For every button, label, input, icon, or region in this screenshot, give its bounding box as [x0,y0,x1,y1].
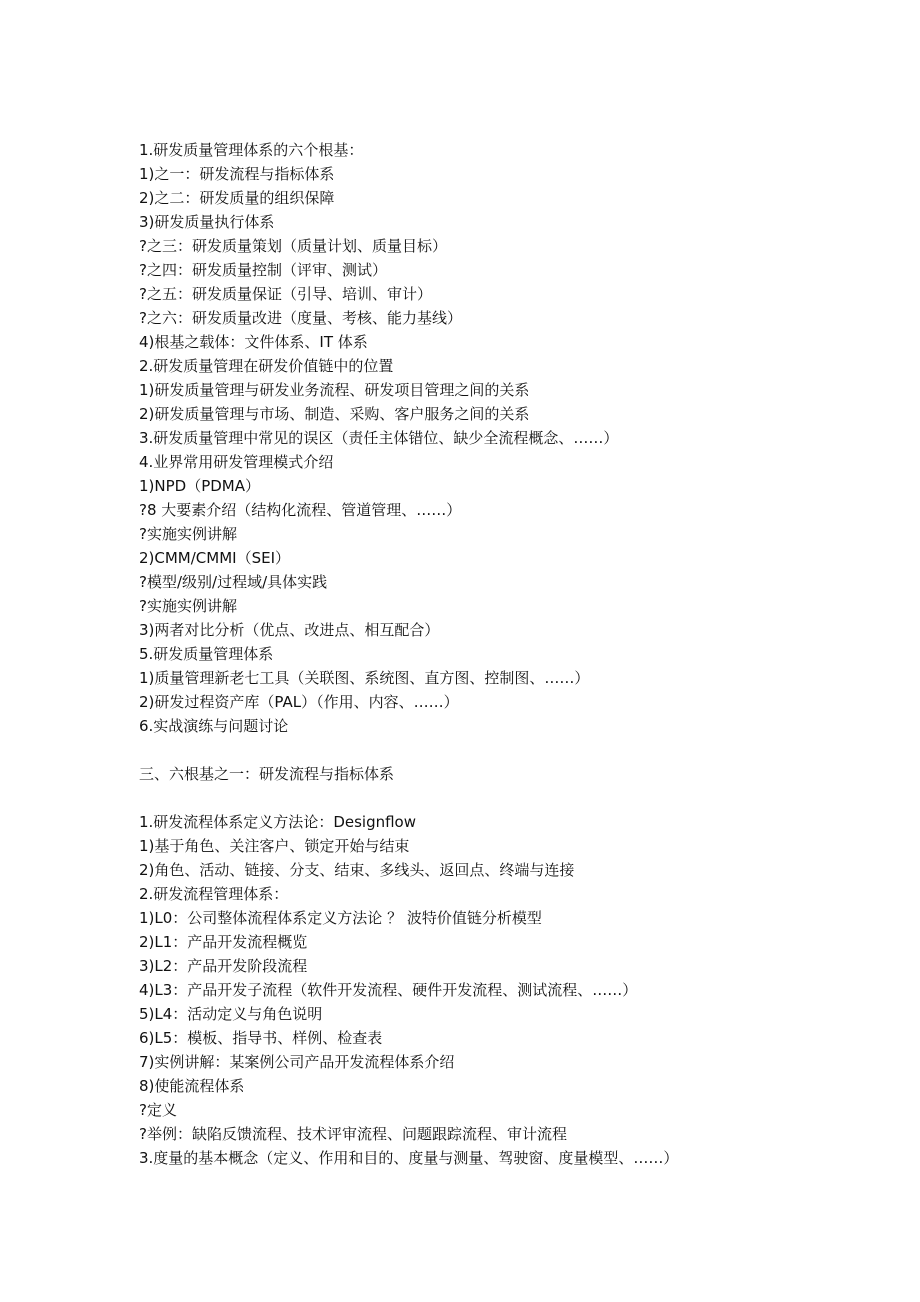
text-line: ?举例：缺陷反馈流程、技术评审流程、问题跟踪流程、审计流程 [139,1125,567,1143]
text-line: 5.研发质量管理体系 [139,645,274,663]
text-line: 2)L1：产品开发流程概览 [139,933,308,951]
text-line: 4)根基之载体：文件体系、IT 体系 [139,333,368,351]
text-line: 3.研发质量管理中常见的误区（责任主体错位、缺少全流程概念、……） [139,429,619,447]
text-line: ?之四：研发质量控制（评审、测试） [139,261,387,279]
text-line: 3)研发质量执行体系 [139,213,275,231]
text-line: ?模型/级别/过程域/具体实践 [139,573,328,591]
paragraph-gap [139,738,839,762]
text-line: 3)两者对比分析（优点、改进点、相互配合） [139,621,440,639]
text-line: 2.研发质量管理在研发价值链中的位置 [139,357,394,375]
text-line: 5)L4：活动定义与角色说明 [139,1005,323,1023]
text-line: 1)L0：公司整体流程体系定义方法论 ？ 波特价值链分析模型 [139,909,542,927]
text-line: 4.业界常用研发管理模式介绍 [139,453,334,471]
section-b [139,810,839,1170]
text-line: ?实施实例讲解 [139,597,237,615]
text-line: 7)实例讲解：某案例公司产品开发流程体系介绍 [139,1053,455,1071]
text-line: 1)NPD（PDMA） [139,477,261,495]
text-line: 2)研发质量管理与市场、制造、采购、客户服务之间的关系 [139,405,530,423]
text-line: ?之三：研发质量策划（质量计划、质量目标） [139,237,447,255]
text-line: ?之六：研发质量改进（度量、考核、能力基线） [139,309,462,327]
text-line: 2)之二：研发质量的组织保障 [139,189,335,207]
text-line: ?8 大要素介绍（结构化流程、管道管理、……） [139,501,462,519]
text-line: 3)L2：产品开发阶段流程 [139,957,308,975]
text-line: 2)角色、活动、链接、分支、结束、多线头、返回点、终端与连接 [139,861,575,879]
text-line: ?实施实例讲解 [139,525,237,543]
text-line: 2)CMM/CMMI（SEI） [139,549,291,567]
text-line: 1)研发质量管理与研发业务流程、研发项目管理之间的关系 [139,381,530,399]
text-line: 1)基于角色、关注客户、锁定开始与结束 [139,837,410,855]
paragraph-gap [139,786,839,810]
text-line: 1.研发质量管理体系的六个根基： [139,141,364,159]
text-line: 8)使能流程体系 [139,1077,245,1095]
text-line: 1)之一：研发流程与指标体系 [139,165,335,183]
text-line: ?之五：研发质量保证（引导、培训、审计） [139,285,432,303]
section-a [139,138,839,738]
text-line: 4)L3：产品开发子流程（软件开发流程、硬件开发流程、测试流程、……） [139,981,638,999]
document-content [139,138,839,1170]
text-line: 6.实战演练与问题讨论 [139,717,289,735]
text-line: 1.研发流程体系定义方法论：Designflow [139,813,416,831]
section-heading: 三、六根基之一：研发流程与指标体系 [139,765,395,783]
text-line: ?定义 [139,1101,177,1119]
text-line: 2.研发流程管理体系： [139,885,289,903]
text-line: 3.度量的基本概念（定义、作用和目的、度量与测量、驾驶窗、度量模型、……） [139,1149,679,1167]
text-line: 2)研发过程资产库（PAL）（作用、内容、……） [139,693,459,711]
text-line: 1)质量管理新老七工具（关联图、系统图、直方图、控制图、……） [139,669,590,687]
text-line: 6)L5：模板、指导书、样例、检查表 [139,1029,383,1047]
